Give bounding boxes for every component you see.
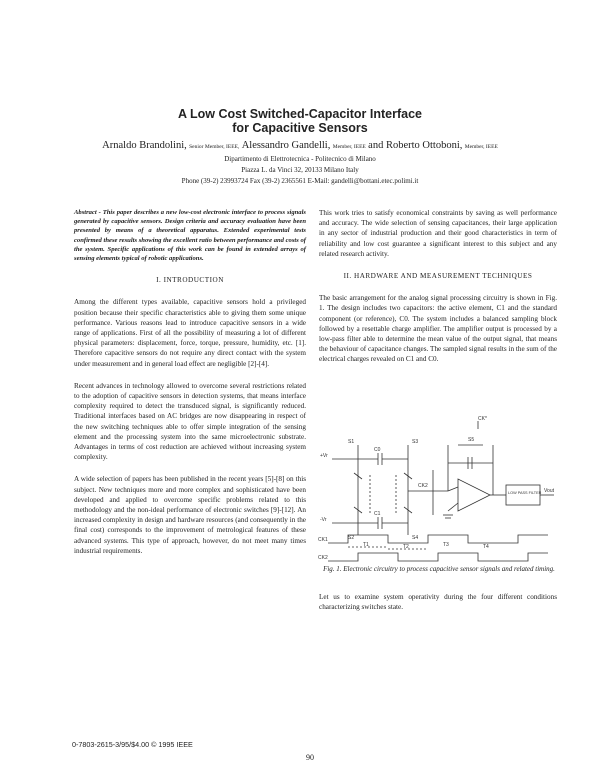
paragraph: This work tries to satisfy economical constraints by saving as well performance and accuracy. The wide selection of sensing capacitances, their large application in any sector of industrial production and their good characteristics in term of reliability and low cost guarantee a significant interest to this subject and any related research activity. xyxy=(319,209,557,258)
timing-label: T3 xyxy=(443,542,449,548)
out-label: Vout xyxy=(544,488,555,494)
timing-label: T2 xyxy=(403,544,409,550)
ck2-label: CK2 xyxy=(418,483,428,489)
affiliation-contact: Phone (39-2) 23993724 Fax (39-2) 2365561 E-Mail: gandelli@bottani.etec.polimi.it xyxy=(181,177,419,185)
ck-label: CK* xyxy=(478,416,487,422)
figure-caption: Fig. 1. Electronic circuitry to process capacitive sensor signals and related timing. xyxy=(323,565,555,573)
switch-label: S4 xyxy=(412,535,419,541)
author-name: and Roberto Ottoboni, xyxy=(368,140,463,151)
abstract: Abstract - This paper describes a new low-cost electronic interface to process signals generated by capacitive sensors. Design criteria and accuracy evaluation have been presented by means of a theoretical apparatus. Extended experimental tests confirmed these results showing the excellent ratio between performance and costs of the system. Specific applications of this work can be found in extended arrays of sensing elements typical of robotic applications. xyxy=(74,209,306,263)
paper-title-line2: for Capacitive Sensors xyxy=(232,121,368,135)
c1-label: C1 xyxy=(374,511,381,517)
paper-title-line1: A Low Cost Switched-Capacitor Interface xyxy=(177,107,423,121)
paragraph: The basic arrangement for the analog signal processing circuitry is shown in Fig. 1. The design includes two capacitors: the active element, C1 and the standard component (or reference), C0. The system includes a balanced sampling block followed by a resettable charge amplifier. The amplifier output is processed by a low-pass filter able to determine the mean value of the output signal, that means the behaviour of capacitance changes. The sampled signal results in the sum of the electrical charges revealed on C1 and C0. xyxy=(319,294,557,364)
copyright-footer: 0-7803-2615-3/95/$4.00 © 1995 IEEE xyxy=(72,740,193,749)
vr-plus-label: +Vr xyxy=(320,453,328,459)
timing-label: T4 xyxy=(483,544,489,550)
right-column xyxy=(319,208,557,377)
author-name: Arnaldo Brandolini, xyxy=(102,140,187,151)
author-membership: Member, IEEE xyxy=(464,144,498,150)
author-membership: Senior Member, IEEE, xyxy=(189,144,240,150)
timing-label: T1 xyxy=(363,542,369,548)
affiliation-dept: Dipartimento di Elettrotecnica - Politecnico di Milano xyxy=(224,155,376,163)
paragraph: Among the different types available, capacitive sensors hold a privileged position because their specific characteristics able to giving them some unique performance. Various reasons lead to introduce capacitive sensors in a wide range of applications. First of all the possibility of measuring a lot of different physical parameters: displacement, force, torque, pressure, humidity, etc. [1]. Therefore capacitive sensors do not require any direct contact with the system under measurement and in general load effect are negligible [2]-[4]. xyxy=(74,298,306,368)
affiliation-address: Piazza L. da Vinci 32, 20133 Milano Italy xyxy=(241,166,359,174)
paragraph: A wide selection of papers has been published in the recent years [5]-[8] on this subject. New techniques more and more complex and sophisticated have been developed and applied to overcome specific problems related to this methodology and the non-ideal performance of electronic switches [9]-[12]. An increased complexity in design and hardware resources (and consequently in the final cost) corresponds to the improvement of metrological features of these advanced systems. This type of approach, however, do not meet many times industrial requirements. xyxy=(74,475,306,555)
author-name: Alessandro Gandelli, xyxy=(241,140,331,151)
left-column xyxy=(74,208,306,568)
switch-label: S3 xyxy=(412,439,419,445)
timing-label: CK1 xyxy=(318,537,328,543)
figure-circuit-diagram xyxy=(318,415,558,565)
paragraph: Let us to examine system operativity during the four different conditions characterizing switches state. xyxy=(319,593,557,612)
vr-minus-label: -Vr xyxy=(320,517,327,523)
timing-label: CK2 xyxy=(318,555,328,561)
section-heading-introduction: I. INTRODUCTION xyxy=(156,276,224,285)
author-list xyxy=(40,140,560,153)
switch-label: S1 xyxy=(348,439,355,445)
right-column-continued xyxy=(319,592,557,624)
author-membership: Member, IEEE xyxy=(332,144,366,150)
switch-label: S5 xyxy=(468,437,475,443)
section-heading-hardware: II. HARDWARE AND MEASUREMENT TECHNIQUES xyxy=(343,272,533,281)
switch-label: S2 xyxy=(348,535,355,541)
page-number: 90 xyxy=(306,753,314,762)
paragraph: Recent advances in technology allowed to overcome several restrictions related to the adoption of capacitive sensors in detection systems, that means interface complexity required to detect the transduced signal, is significantly reduced. Traditional interfaces based on AC bridges are now disappearing in respect of the new switching techniques able to offer simple integration of the sensing element and the processing system into the same microelectronic substrate. Advantages in terms of cost reduction are achieved without increasing system complexity. xyxy=(74,381,306,462)
lpf-label: LOW PASS FILTER xyxy=(508,491,542,495)
c0-label: C0 xyxy=(374,447,381,453)
